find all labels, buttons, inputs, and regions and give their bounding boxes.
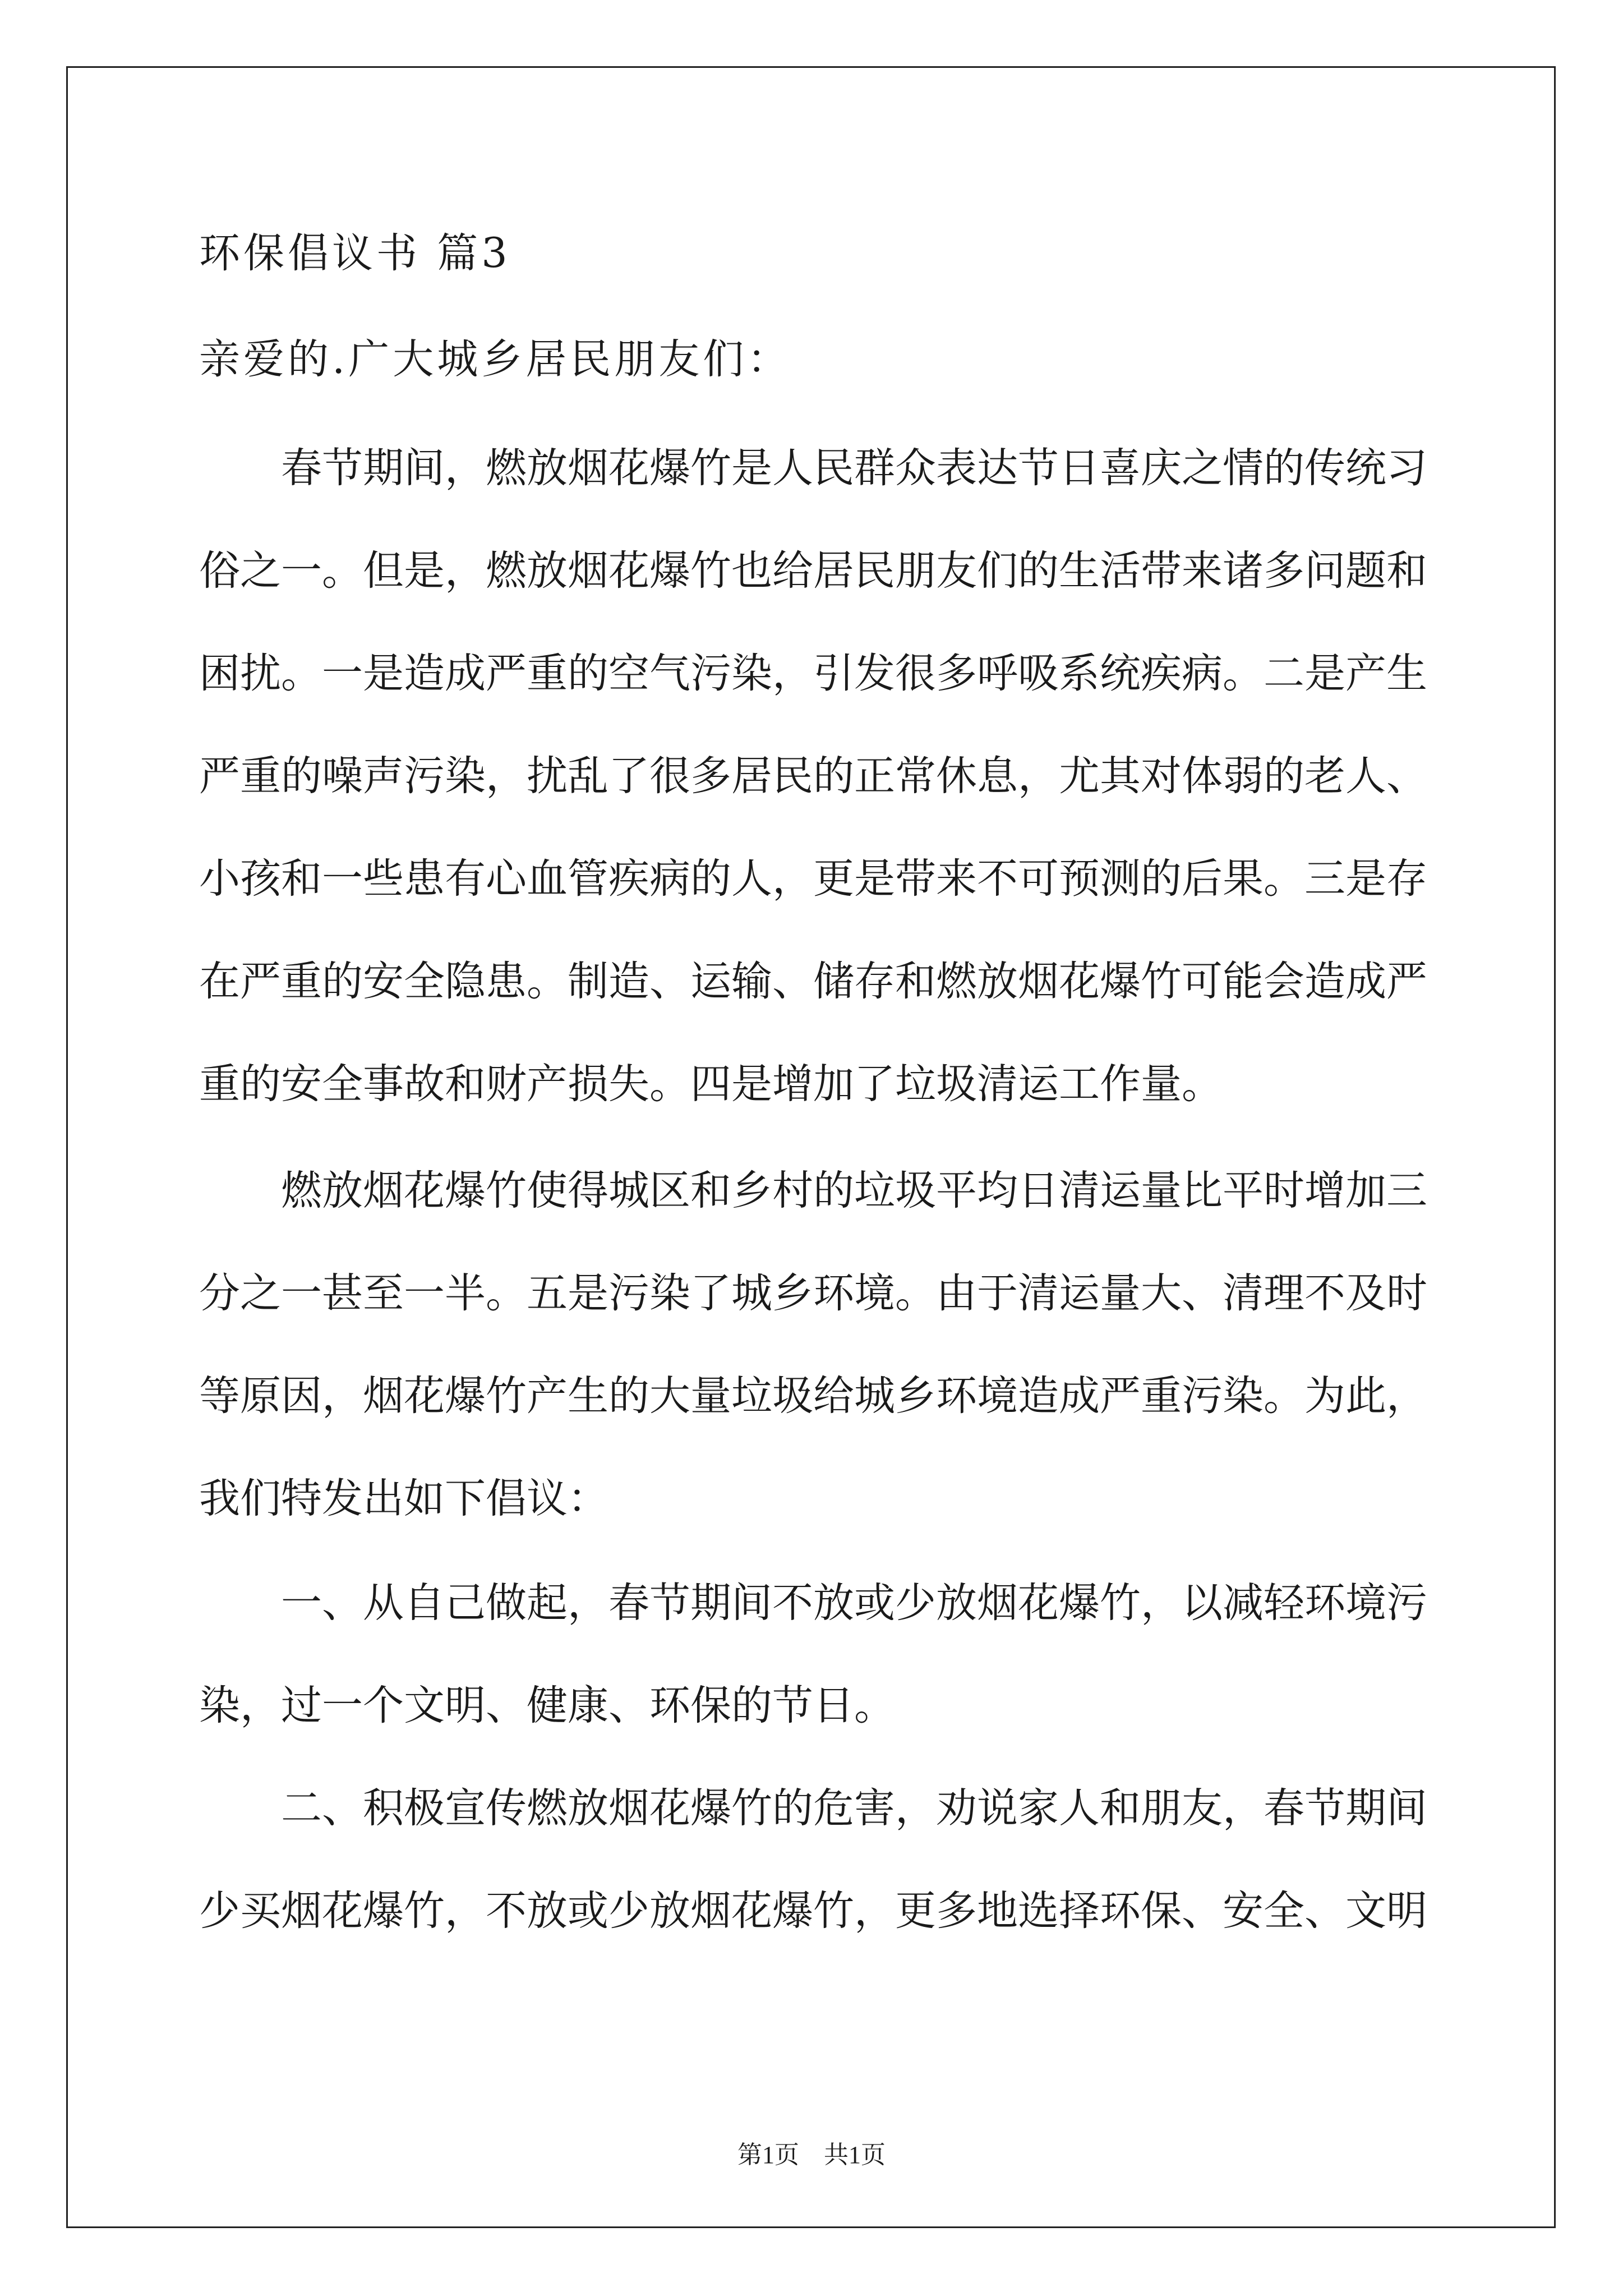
paragraph-2: 燃放烟花爆竹使得城区和乡村的垃圾平均日清运量比平时增加三分之一甚至一半。五是污染了城乡环境。由于清运量大、清理不及时等原因，烟花爆竹产生的大量垃圾给城乡环境造成严重污染。为此，我们特发出如下倡议： (199, 1167, 1427, 1522)
salutation: 亲爱的.广大城乡居民朋友们： (199, 335, 792, 383)
page-footer: 第1页 共1页 (737, 2141, 886, 2169)
document-title: 环保倡议书 篇3 (199, 229, 511, 277)
paragraph-4: 二、积极宣传燃放烟花爆竹的危害，劝说家人和朋友，春节期间少买烟花爆竹，不放或少放烟花爆竹，更多地选择环保、安全、文明 (199, 1784, 1427, 1935)
paragraph-1: 春节期间，燃放烟花爆竹是人民群众表达节日喜庆之情的传统习俗之一。但是，燃放烟花爆竹也给居民朋友们的生活带来诸多问题和困扰。一是造成严重的空气污染，引发很多呼吸系统疾病。二是产生严重的噪声污染，扰乱了很多居民的正常休息，尤其对体弱的老人、小孩和一些患有心血管疾病的人，更是带来不可预测的后果。三是存在严重的安全隐患。制造、运输、储存和燃放烟花爆竹可能会造成严重的安全事故和财产损失。四是增加了垃圾清运工作量。 (199, 444, 1427, 1108)
paragraph-3: 一、从自己做起，春节期间不放或少放烟花爆竹，以减轻环境污染，过一个文明、健康、环保的节日。 (199, 1579, 1427, 1729)
